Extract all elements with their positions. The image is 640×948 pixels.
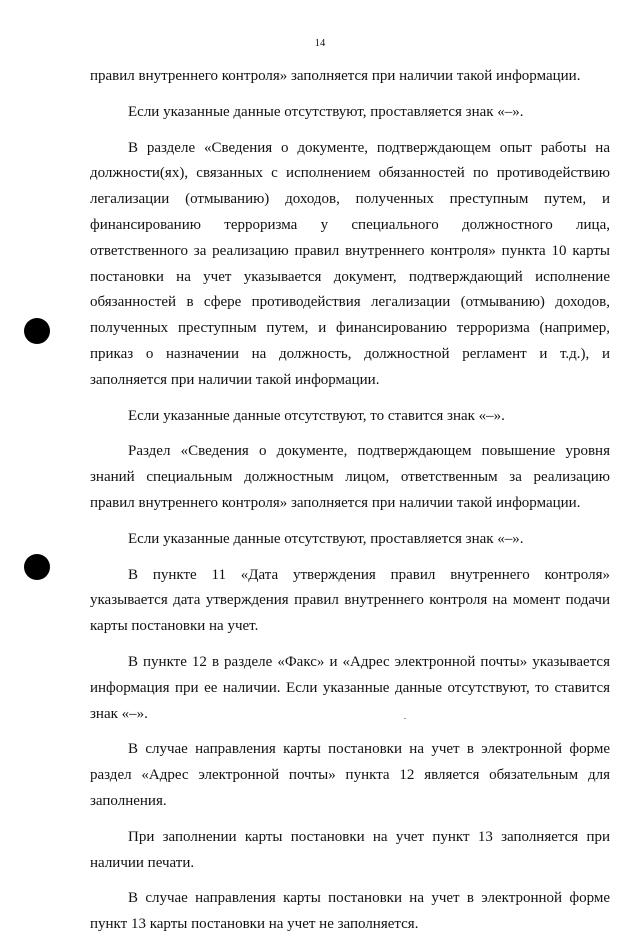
- paragraph: Раздел «Сведения о документе, подтверждающем повышение уровня знаний специальным должностным лицом, ответственным за реализацию правил внутреннего контроля» заполняется при наличии такой информации.: [90, 443, 610, 511]
- paragraph: В случае направления карты постановки на учет в электронной форме раздел «Адрес электронной почты» пункта 12 является обязательным для заполнения.: [90, 741, 610, 809]
- punch-hole-top: [24, 318, 50, 344]
- paragraph: Если указанные данные отсутствуют, проставляется знак «–».: [128, 530, 524, 547]
- paragraph: Если указанные данные отсутствуют, то ставится знак «–».: [128, 407, 505, 424]
- scan-speck: [404, 718, 406, 719]
- paragraph: В разделе «Сведения о документе, подтверждающем опыт работы на должности(ях), связанных с исполнением обязанностей по противодействию легализации (отмыванию) доходов, полученных преступным путем, и финансированию терроризма у специального должностного лица, ответственного за реализацию правил внутреннего контроля» пункта 10 карты постановки на учет указывается документ, подтверждающий исполнение обязанностей в сфере противодействия легализации (отмыванию) доходов, полученных преступным путем, и финансированию терроризма (например, приказ о назначении на должность, должностной регламент и т.д.), и заполняется при наличии такой информации.: [90, 139, 610, 388]
- paragraph: В пункте 11 «Дата утверждения правил внутреннего контроля» указывается дата утверждения правил внутреннего контроля на момент подачи карты постановки на учет.: [90, 566, 610, 635]
- paragraph: При заполнении карты постановки на учет пункт 13 заполняется при наличии печати.: [90, 828, 610, 871]
- document-body: [90, 64, 610, 948]
- paragraph: В пункте 12 в разделе «Факс» и «Адрес электронной почты» указывается информация при ее наличии. Если указанные данные отсутствуют, то ставится знак «–».: [90, 653, 610, 722]
- page-number: 14: [314, 38, 326, 49]
- paragraph-continuation: правил внутреннего контроля» заполняется при наличии такой информации.: [90, 68, 581, 84]
- paragraph: В случае направления карты постановки на учет в электронной форме пункт 13 карты постановки на учет не заполняется.: [90, 890, 610, 933]
- paragraph: Если указанные данные отсутствуют, проставляется знак «–».: [128, 103, 524, 120]
- punch-hole-bottom: [24, 554, 50, 580]
